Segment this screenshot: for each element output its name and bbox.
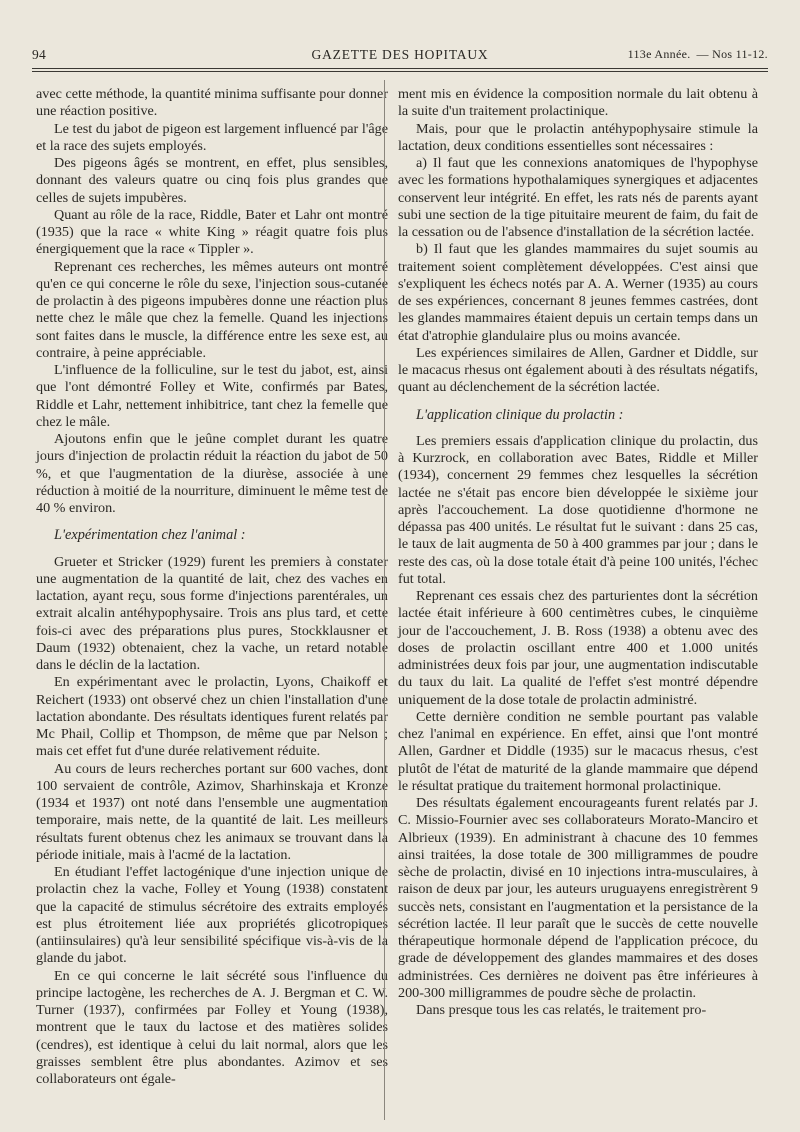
paragraph: Le test du jabot de pigeon est largement influencé par l'âge et la race des sujets employés. <box>36 120 388 154</box>
paragraph: Dans presque tous les cas relatés, le traitement pro- <box>416 1002 707 1018</box>
paragraph: En expérimentant avec le prolactin, Lyons, Chaikoff et Reichert (1933) ont observé chez un chien l'installation d'une lactation abondante. Des résultats identiques furent relatés par Mc Phail, Collip et Thompson, de même que par Nelson ; mais cet effet fut d'une durée relativement réduite. <box>36 674 388 760</box>
paragraph: Quant au rôle de la race, Riddle, Bater et Lahr ont montré (1935) que la race « white King » réagit quatre fois plus énergiquement que la race « Tippler ». <box>36 206 388 258</box>
paragraph: Grueter et Stricker (1929) furent les premiers à constater une augmentation de la quantité de lait, chez des vaches en lactation, ayant reçu, sous forme d'injections parentérales, un extrait alcalin antéhypophysaire. Trois ans plus tard, et cette fois-ci avec des préparations plus pures, Stockklausner et Daum (1932) obtenaient, chez la vache, un retard notable dans le déclin de la lactation. <box>36 553 388 673</box>
header-rule-top <box>32 68 768 69</box>
paragraph: Les expériences similaires de Allen, Gardner et Diddle, sur le macacus rhesus ont également abouti à des résultats négatifs, quant au déclenchement de la sécrétion lactée. <box>398 344 758 396</box>
paragraph: Mais, pour que le prolactin antéhypophysaire stimule la lactation, deux conditions essentielles sont nécessaires : <box>398 120 758 154</box>
journal-title: GAZETTE DES HOPITAUX <box>311 47 489 62</box>
running-header <box>32 44 768 66</box>
header-rule-bottom <box>32 71 768 72</box>
paragraph: Cette dernière condition ne semble pourtant pas valable chez l'animal en expérience. En effet, ainsi que l'ont montré Allen, Gardner et Diddle (1935) sur le macacus rhesus, c'est plutôt de l'état de maturité de la glande mammaire que dépend le résultat pratique du traitement hormonal prolactinique. <box>398 708 758 794</box>
section-heading: L'expérimentation chez l'animal : <box>54 527 246 544</box>
paragraph: Ajoutons enfin que le jeûne complet durant les quatre jours d'injection de prolactin réduit la réaction du jabot de 50 %, et que l'augmentation de la diurèse, associée à une réduction à moitié de la nourriture, diminuent le même test de 40 % environ. <box>36 431 388 516</box>
issue-info <box>622 47 768 62</box>
paragraph: ment mis en évidence la composition normale du lait obtenu à la suite d'un traitement prolactinique. <box>398 86 758 120</box>
issue-numbers: — Nos 11-12. <box>696 47 768 61</box>
paragraph: L'influence de la folliculine, sur le test du jabot, est, ainsi que l'ont démontré Folley et Wite, confirmés par Bates, Riddle et Lahr, nettement inhibitrice, tant chez la femelle que chez le mâle. <box>36 362 388 430</box>
paragraph: En étudiant l'effet lactogénique d'une injection unique de prolactin chez la vache, Folley et Young (1938) constatent que la capacité de stimulus sécrétoire des extraits employés est plus étroitement liée aux propriétés glicotropiques (antiinsulaires) qu'à leur sensibilité spécifique vis-à-vis de la glande du jabot. <box>36 864 388 967</box>
paragraph: Les premiers essais d'application clinique du prolactin, dus à Kurzrock, en collaboration avec Bates, Riddle et Miller (1934), concernent 29 femmes chez lesquelles la sécrétion lactée ne s'était pas encore bien développée le sixième jour après l'accouchement. La dose quotidienne d'hormone ne dépassa pas 400 unités. Le résultat fut le suivant : dans 25 cas, le taux de lait augmenta de 50 à 400 grammes par jour ; dans le reste des cas, où la dose totale était d'à peine 100 unités, l'échec fut total. <box>398 432 758 587</box>
paragraph: En ce qui concerne le lait sécrété sous l'influence du principe lactogène, les recherches de A. J. Bergman et C. W. Turner (1937), confirmées par Folley et Young (1938), montrent que le taux du lactose et des matières solides (cendres), est identique à celui du lait normal, alors que les graisses semblent être plus abondantes. Azimov et ses collaborateurs ont égale- <box>36 967 388 1087</box>
paragraph: Au cours de leurs recherches portant sur 600 vaches, dont 100 servaient de contrôle, Azimov, Sharhinskaja et Kronze (1934 et 1937) ont noté dans l'ensemble une augmentation temporaire, mais nette, de la quantité de lait. Les meilleurs résultats furent obtenus chez les animaux se trouvant dans la période initiale, mais à l'acmé de la lactation. <box>36 760 388 863</box>
section-heading: L'application clinique du prolactin : <box>416 406 624 423</box>
right-column <box>398 86 758 1019</box>
paragraph: Reprenant ces essais chez des parturientes dont la sécrétion lactée était inférieure à 600 centimètres cubes, le cinquième jour de l'accouchement, J. B. Ross (1938) a obtenu avec des doses de prolactin oscillant entre 400 et 1.000 unités administrées deux fois par jour, une augmentation indiscutable du taux du lait. La qualité de l'effet s'est montré dépendre uniquement de la dose totale de prolactin administré. <box>398 588 758 708</box>
paragraph: avec cette méthode, la quantité minima suffisante pour donner une réaction positive. <box>36 86 388 120</box>
paragraph: Des pigeons âgés se montrent, en effet, plus sensibles, donnant des valeurs quatre ou cinq fois plus grandes que celles de sujets impubères. <box>36 155 388 206</box>
paragraph: b) Il faut que les glandes mammaires du sujet soumis au traitement soient complètement développées. C'est ainsi que s'expliquent les échecs notés par A. A. Werner (1935) au cours de ses expériences, concernant 8 jeunes femmes castrées, dont les glandes mammaires étaient depuis un certain temps dans un état d'atrophie glandulaire plus ou moins avancée. <box>398 241 758 344</box>
paragraph: Des résultats également encourageants furent relatés par J. C. Missio-Fournier avec ses collaborateurs Morato-Manciro et Albrieux (1939). En administrant à chacune des 10 femmes ainsi traitées, la dose totale de 300 milligrammes de poudre sèche de prolactin, divisé en 10 injections intra-musculaires, à raison de deux par jour, les auteurs uruguayens enregistrèrent 9 succès nets, consistant en l'augmentation et la persistance de la sécrétion lactée. Il leur paraît que le succès de cette nouvelle thérapeutique hormonale dépend de l'application précoce, du grade de développement des glandes mammaires et des doses administrées. Ces dernières ne doivent pas être inférieures à 200-300 milligrammes de poudre sèche de prolactin. <box>398 795 758 1001</box>
column-divider <box>384 80 385 1120</box>
page-number: 94 <box>32 47 47 62</box>
paragraph: Reprenant ces recherches, les mêmes auteurs ont montré qu'en ce qui concerne le rôle du sexe, l'injection sous-cutanée de prolactin à des pigeons impubères donne une réaction plus nette chez le mâle que chez la femelle. Quand les injections sont faites dans le muscle, la différence entre les sexe est, au contraire, à peine appréciable. <box>36 258 388 361</box>
left-column <box>36 86 388 1088</box>
paragraph: a) Il faut que les connexions anatomiques de l'hypophyse avec les formations hypothalamiques synergiques et adjacentes conservent leur intégrité. En effet, les rats nés de parents ayant subi une section de la tige pituitaire meurent de faim, du fait de la cessation ou de l'absence d'installation de la sécrétion lactée. <box>398 155 758 240</box>
issue-year: 113e Année. <box>627 47 691 61</box>
